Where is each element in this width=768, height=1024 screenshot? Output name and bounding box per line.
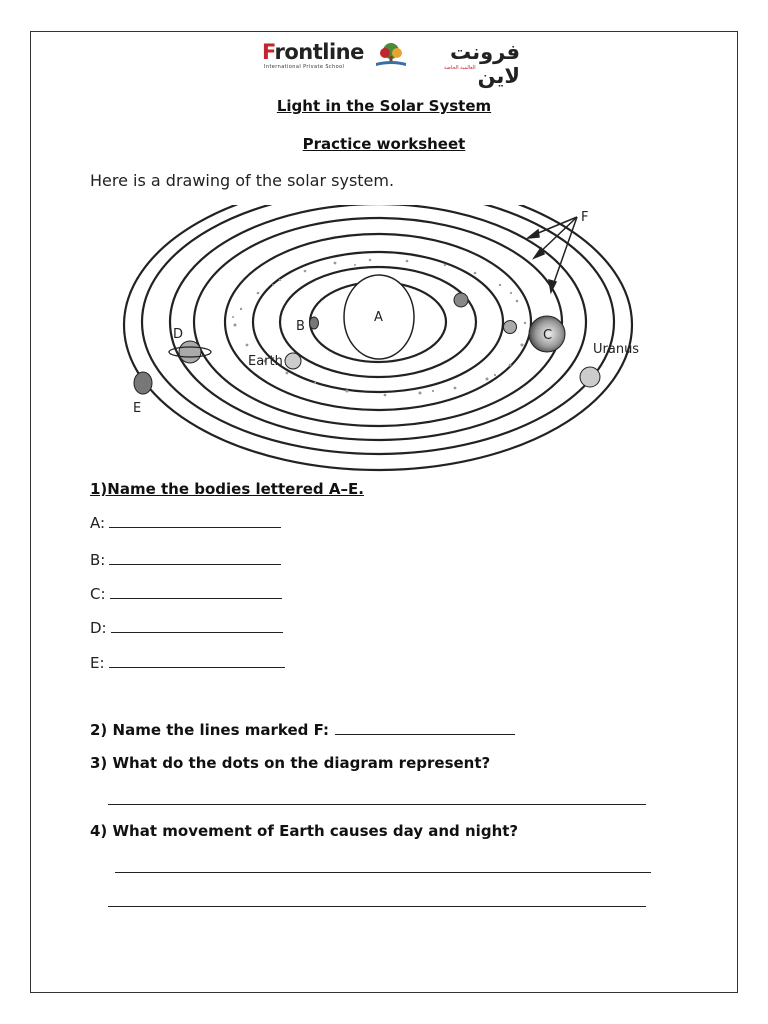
answer-row-e <box>90 653 285 672</box>
label-d: D <box>173 327 184 342</box>
answer-blank-a[interactable] <box>109 513 281 528</box>
answer-label-d: D: <box>90 619 107 637</box>
logo-arabic-text: فرونت لاين <box>450 40 520 88</box>
solar-system-diagram <box>115 205 660 480</box>
planet-e <box>134 372 152 394</box>
label-uranus: Uranus <box>593 342 640 357</box>
logo-english-text: Frontline <box>262 40 364 64</box>
planet-right-small <box>504 321 517 334</box>
answer-row-a <box>90 513 281 532</box>
question-4-text: 4) What movement of Earth causes day and night? <box>90 822 519 840</box>
label-f: F <box>581 210 589 225</box>
answer-blank-c[interactable] <box>110 584 282 599</box>
question-2-text: 2) Name the lines marked F: <box>90 721 330 739</box>
school-logo <box>258 40 520 88</box>
answer-label-e: E: <box>90 654 105 672</box>
planet-earth <box>285 353 301 369</box>
answer-blank-d[interactable] <box>111 618 283 633</box>
logo-english-subtitle: International Private School <box>264 64 345 70</box>
answer-row-d <box>90 618 283 637</box>
answer-blank-b[interactable] <box>109 550 281 565</box>
question-1-heading: 1)Name the bodies lettered A–E. <box>90 480 364 498</box>
answer-row-b <box>90 550 281 569</box>
question-4-answer-line-2[interactable] <box>108 906 646 907</box>
f-arrows <box>528 217 577 292</box>
planet-inner-top <box>454 293 468 307</box>
answer-label-a: A: <box>90 514 106 532</box>
worksheet-title: Light in the Solar System <box>276 97 492 115</box>
answer-blank-e[interactable] <box>109 653 285 668</box>
question-3-text: 3) What do the dots on the diagram represent? <box>90 754 491 772</box>
logo-tree-icon <box>374 42 408 68</box>
question-2 <box>90 720 515 739</box>
intro-text: Here is a drawing of the solar system. <box>90 171 395 190</box>
label-b: B <box>296 319 305 334</box>
question-3-answer-line[interactable] <box>108 804 646 805</box>
label-earth: Earth <box>248 354 283 369</box>
answer-row-c <box>90 584 282 603</box>
logo-arabic-subtitle: العالمية الخاصة <box>444 65 476 71</box>
worksheet-subtitle: Practice worksheet <box>302 135 466 153</box>
answer-label-c: C: <box>90 585 106 603</box>
answer-label-b: B: <box>90 551 106 569</box>
planet-d <box>179 341 201 363</box>
label-c: C <box>543 328 553 343</box>
label-e: E <box>133 401 142 416</box>
label-a: A <box>374 310 383 325</box>
question-2-blank[interactable] <box>335 720 515 735</box>
question-4-answer-line-1[interactable] <box>115 872 651 873</box>
planet-b <box>310 317 319 329</box>
planet-uranus <box>580 367 600 387</box>
